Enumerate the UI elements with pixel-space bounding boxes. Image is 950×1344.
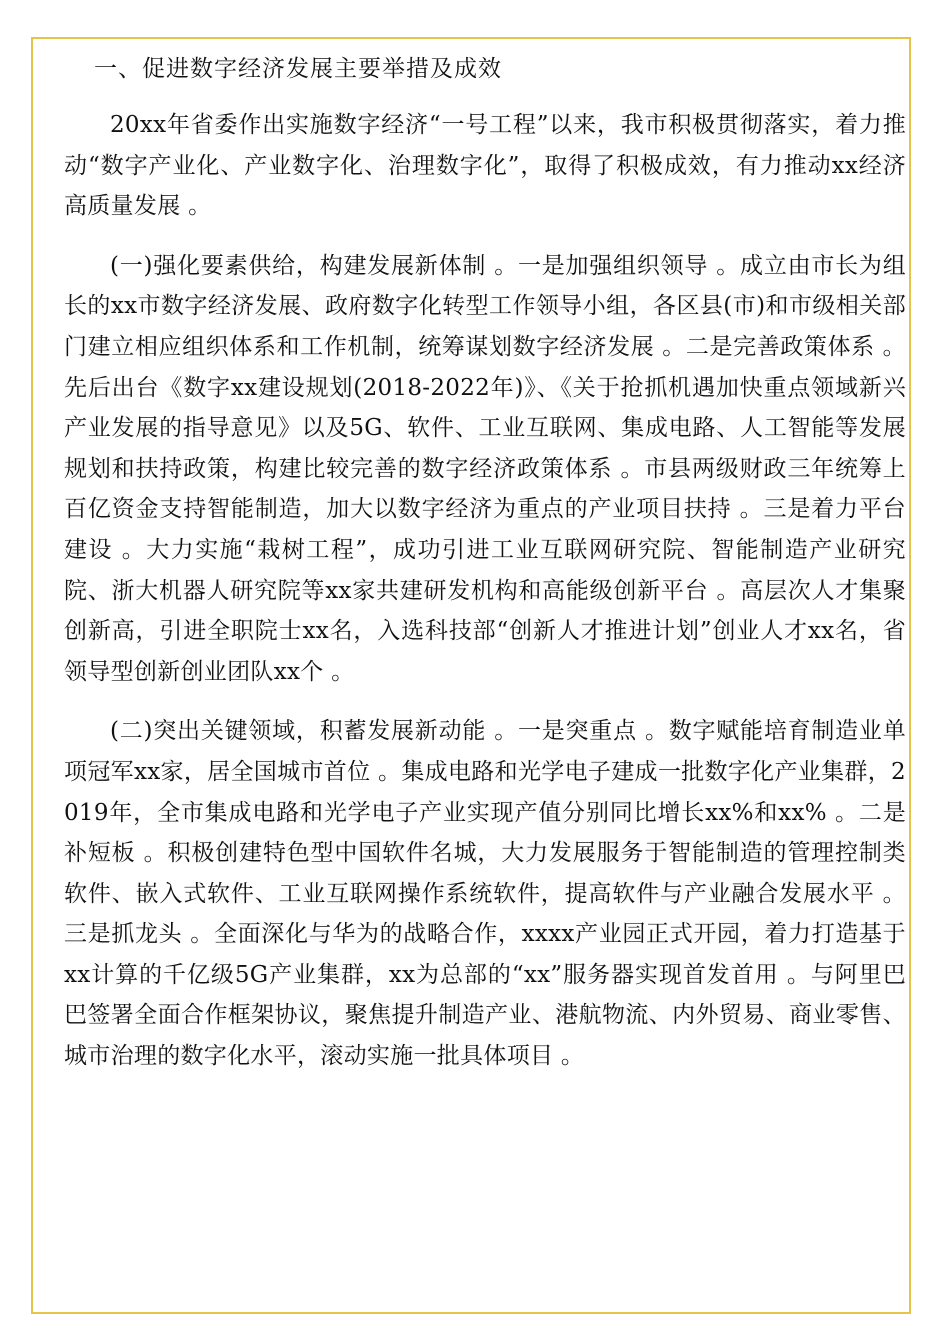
paragraph-part-one: (一)强化要素供给，构建发展新体制 。一是加强组织领导 。成立由市长为组长的xx市数字经济发展、政府数字化转型工作领导小组，各区县(市)和市级相关部门建立相应组织体系和工作机制，统筹谋划数字经济发展 。二是完善政策体系 。先后出台《数字xx建设规划(2018-2022年)》、《关于抢抓机遇加快重点领域新兴产业发展的指导意见》以及5G、软件、工业互联网、集成电路、人工智能等发展规划和扶持政策，构建比较完善的数字经济政策体系 。市县两级财政三年统筹上百亿资金支持智能制造，加大以数字经济为重点的产业项目扶持 。三是着力平台建设 。大力实施“栽树工程”，成功引进工业互联网研究院、智能制造产业研究院、浙大机器人研究院等xx家共建研发机构和高能级创新平台 。高层次人才集聚创新高，引进全职院士xx名，入选科技部“创新人才推进计划”创业人才xx名，省领导型创新创业团队xx个 。 <box>64 252 906 685</box>
paragraph-intro: 20xx年省委作出实施数字经济“一号工程”以来，我市积极贯彻落实，着力推动“数字产业化、产业数字化、治理数字化”，取得了积极成效，有力推动xx经济高质量发展 。 <box>64 112 906 220</box>
paragraph-part-two: (二)突出关键领域，积蓄发展新动能 。一是突重点 。数字赋能培育制造业单项冠军xx家，居全国城市首位 。集成电路和光学电子建成一批数字化产业集群，2019年，全市集成电路和光学电子产业实现产值分别同比增长xx%和xx% 。二是补短板 。积极创建特色型中国软件名城，大力发展服务于智能制造的管理控制类软件、嵌入式软件、工业互联网操作系统软件，提高软件与产业融合发展水平 。三是抓龙头 。全面深化与华为的战略合作，xxxx产业园正式开园，着力打造基于xx计算的千亿级5G产业集群，xx为总部的“xx”服务器实现首发首用 。与阿里巴巴签署全面合作框架协议，聚焦提升制造产业、港航物流、内外贸易、商业零售、城市治理的数字化水平，滚动实施一批具体项目 。 <box>64 718 906 1070</box>
document-body <box>64 52 906 1096</box>
section-heading: 一、促进数字经济发展主要举措及成效 <box>94 56 502 82</box>
